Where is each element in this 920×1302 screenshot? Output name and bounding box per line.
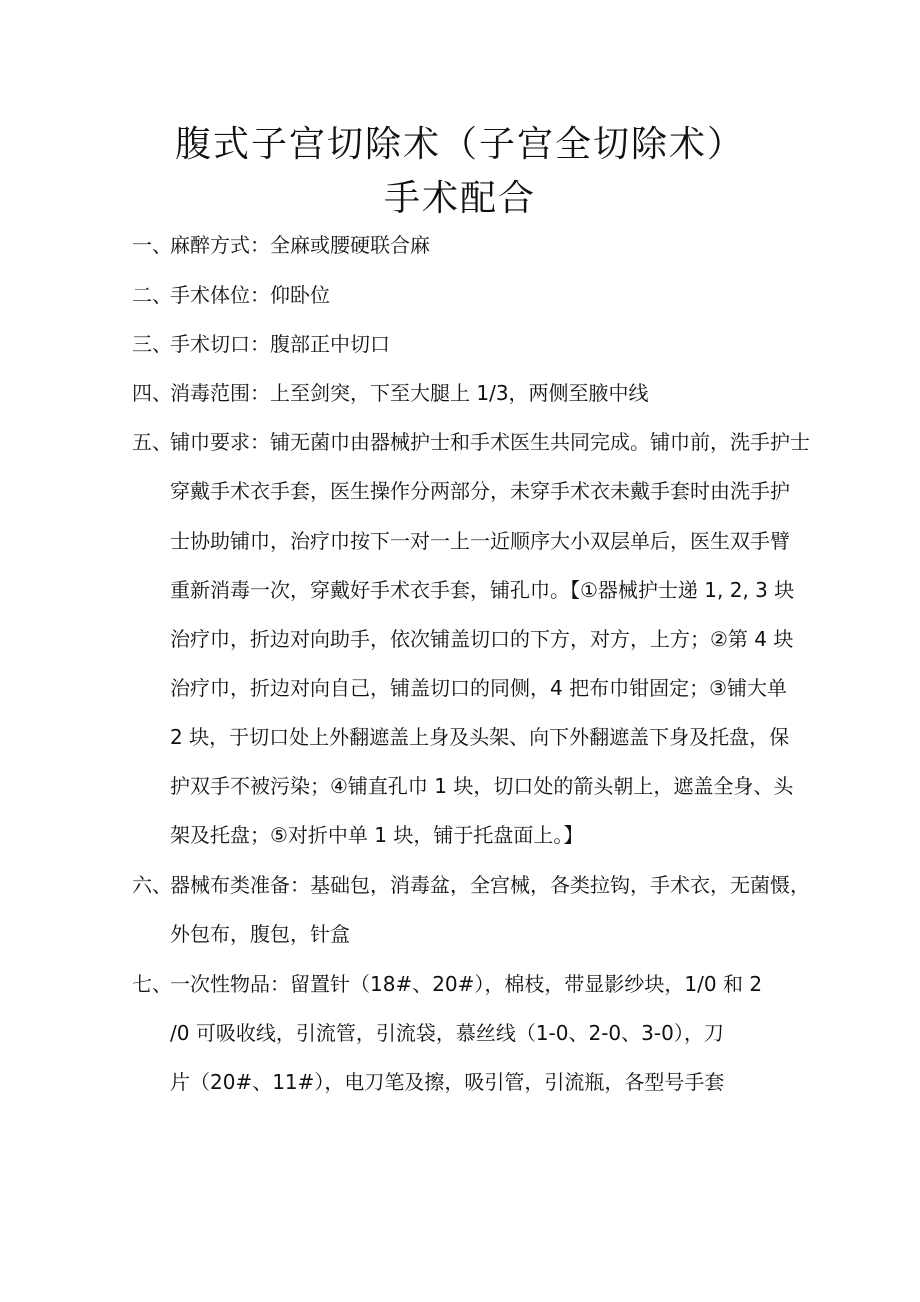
document-subtitle: 手术配合 [383,178,536,219]
section-number: 七、 [132,972,172,996]
section-text: 外包布，腹包，针盒 [170,922,350,946]
section-text: 治疗巾，折边对向自己，铺盖切口的同侧，4 把布巾钳固定；③铺大单 [170,676,788,700]
section-text: 士协助铺巾，治疗巾按下一对一上一近顺序大小双层单后，医生双手臂 [170,529,790,553]
section-number: 一、 [132,233,172,257]
section-text: 麻醉方式：全麻或腰硬联合麻 [170,233,430,257]
document-title: 腹式子宫切除术（子宫全切除术） [174,124,745,165]
section-text: 治疗巾，折边对向助手，依次铺盖切口的下方，对方，上方；②第 4 块 [170,627,794,651]
section-text: 铺巾要求：铺无菌巾由器械护士和手术医生共同完成。铺巾前，洗手护士 [170,430,810,454]
section-text: 架及托盘；⑤对折中单 1 块，铺于托盘面上。】 [170,823,584,847]
section-number: 六、 [132,873,172,897]
section-text: 消毒范围：上至剑突，下至大腿上 1/3，两侧至腋中线 [170,381,649,405]
section-text: 手术体位：仰卧位 [170,283,330,307]
section-text: 手术切口：腹部正中切口 [170,332,390,356]
section-number: 三、 [132,332,172,356]
section-number: 二、 [132,283,172,307]
section-text: 2 块，于切口处上外翻遮盖上身及头架、向下外翻遮盖下身及托盘，保 [170,725,790,749]
section-text: 器械布类准备：基础包，消毒盆，全宫械，各类拉钩，手术衣，无菌慑， [170,873,810,897]
section-text: 穿戴手术衣手套，医生操作分两部分，未穿手术衣未戴手套时由洗手护 [170,479,790,503]
section-text: 一次性物品：留置针（18#、20#），棉枝，带显影纱块，1/0 和 2 [170,972,763,996]
section-text: 重新消毒一次，穿戴好手术衣手套，铺孔巾。【①器械护士递 1, 2, 3 块 [170,578,795,602]
section-text: 护双手不被污染；④铺直孔巾 1 块，切口处的箭头朝上，遮盖全身、头 [170,774,794,798]
section-text: /0 可吸收线，引流管，引流袋，慕丝线（1-0、2-0、3-0），刀 [170,1021,724,1045]
section-number: 四、 [132,381,172,405]
section-number: 五、 [132,430,172,454]
section-text: 片（20#、11#），电刀笔及擦，吸引管，引流瓶，各型号手套 [170,1070,725,1094]
